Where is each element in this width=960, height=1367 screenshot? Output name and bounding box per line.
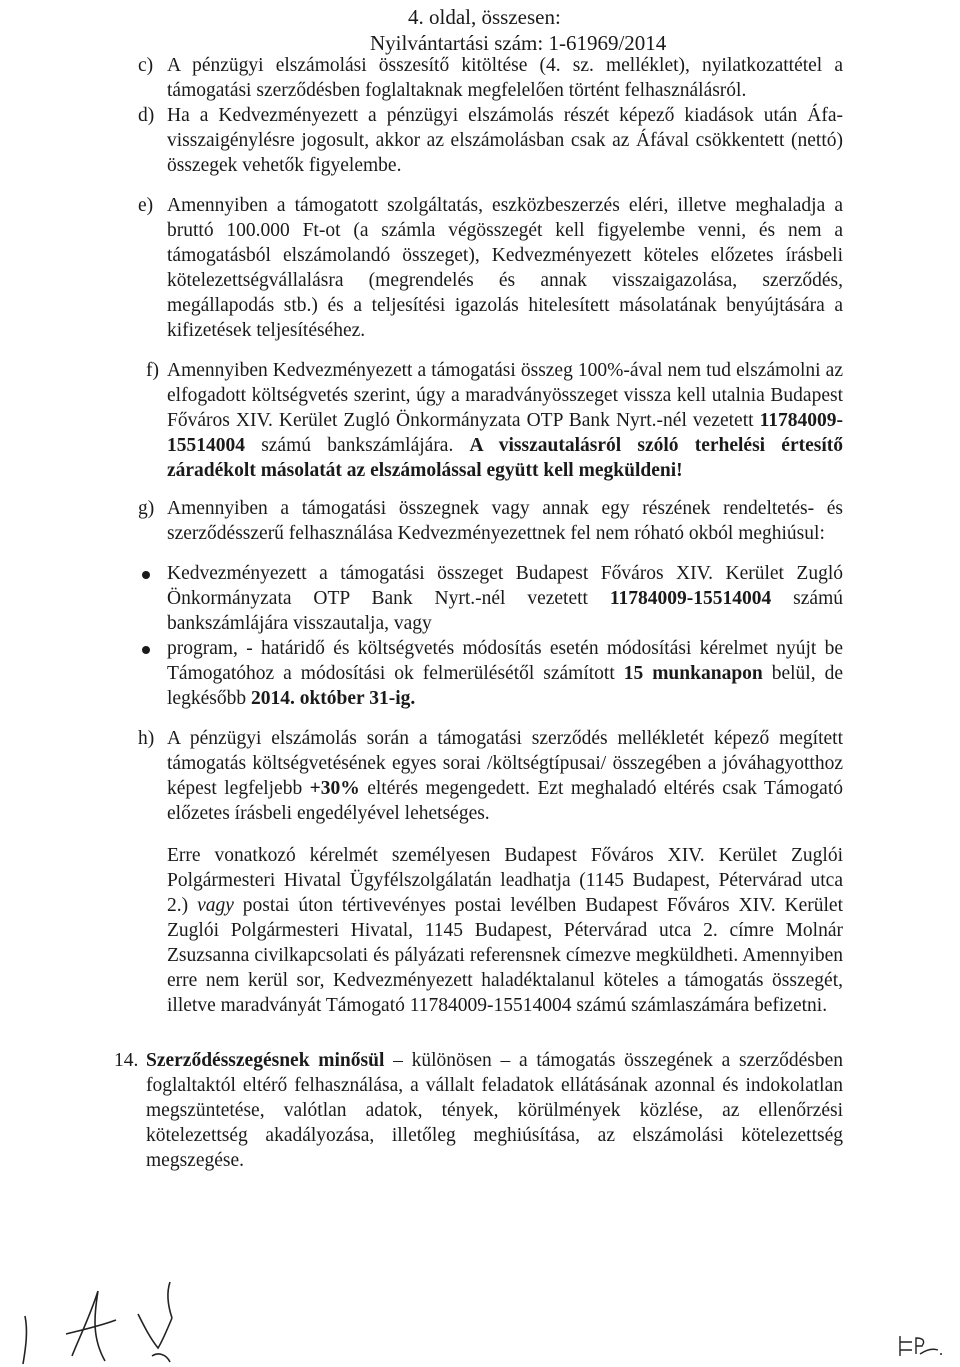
- section-14-marker: 14.: [114, 1050, 139, 1071]
- page-number: 4. oldal, összesen:: [408, 5, 561, 29]
- section-14-text: Szerződésszegésnek minősül – különösen – a támogatás összegének a szerződésben foglaltaktól eltérő felhasználása, a vállalt feladatok ellátásának azonnal és indokolatlan megszüntetése, valótlan adatok, tények, körülmények közlése, az ellenőrzési kötelezettség akadályozása, illetőleg meghiúsítása, az elszámolási kötelezettség megszegése.: [146, 1050, 843, 1171]
- item-e-text: Amennyiben a támogatott szolgáltatás, eszközbeszerzés eléri, illetve meghaladja a bruttó 100.000 Ft-ot (a számla végösszegét kell figyelembe venni, és nem a támogatásból elszámolandó összeget), Kedvezményezett köteles előzetes írásbeli kötelezettségvállalásra (megrendelés és annak visszaigazolása, szerződés, megállapodás stb.) és a teljesítési igazolás hitelesített másolatának benyújtására a kifizetések teljesítéséhez.: [167, 195, 843, 341]
- notice-bold: A visszautalásról szóló terhelési értesítő záradékolt másolatát az elszámolással együtt kell megküldeni!: [167, 435, 843, 481]
- signature-image: [20, 1276, 210, 1366]
- item-d-marker: d): [138, 105, 155, 126]
- item-g-marker: g): [138, 498, 155, 519]
- item-f-marker: f): [146, 360, 159, 381]
- item-c-marker: c): [138, 55, 154, 76]
- item-g-bullet-1: Kedvezményezett a támogatási összeget Budapest Főváros XIV. Kerület Zugló Önkormányzata OTP Bank Nyrt.-nél vezetett 11784009-15514004 számú bankszámlájára visszautalja, vagy: [167, 563, 843, 634]
- registry-number: Nyilvántartási szám: 1-61969/2014: [370, 31, 667, 55]
- item-d-text: Ha a Kedvezményezett a pénzügyi elszámolás részét képező kiadások után Áfa-visszaigénylésre jogosult, akkor az elszámolásban csak az Áfával csökkentett (nettó) összegek vehetők figyelembe.: [167, 105, 843, 176]
- item-h-marker: h): [138, 728, 155, 749]
- item-c-text: A pénzügyi elszámolási összesítő kitöltése (4. sz. melléklet), nyilatkozattétel a támogatási szerződésben foglaltaknak megfelelően történt felhasználásról.: [167, 55, 843, 101]
- item-f-text: Amennyiben Kedvezményezett a támogatási összeg 100%-ával nem tud elszámolni az elfogadott költségvetés szerint, úgy a maradványösszeget vissza kell utalnia Budapest Főváros XIV. Kerület Zugló Önkormányzata OTP Bank Nyrt.-nél vezetett 11784009-15514004 számú bankszámlájára. A visszautalásról szóló terhelési értesítő záradékolt másolatát az elszámolással együtt kell megküldeni!: [167, 360, 843, 481]
- item-g-text: Amennyiben a támogatási összegnek vagy annak egy részének rendeltetés- és szerződésszerű felhasználása Kedvezményezettnek fel nem róható okból meghiúsul:: [167, 498, 843, 544]
- initials-image: [896, 1330, 946, 1360]
- item-e-marker: e): [138, 195, 154, 216]
- item-g-bullet-2: program, - határidő és költségvetés módosítás esetén módosítási kérelmet nyújt be Támogatóhoz a módosítási ok felmerülésétől számított 15 munkanapon belül, de legkésőbb 2014. október 31-ig.: [167, 638, 843, 709]
- item-h-text: A pénzügyi elszámolás során a támogatási szerződés mellékletét képező megített támogatás költségvetésének egyes sorai /költségtípusai/ összegében a jóváhagyotthoz képest legfeljebb +30% eltérés megengedett. Ezt meghaladó eltérés csak Támogató előzetes írásbeli engedélyével lehetséges.: [167, 728, 843, 824]
- bullet-2: [142, 646, 150, 654]
- item-h-paragraph-2: Erre vonatkozó kérelmét személyesen Budapest Főváros XIV. Kerület Zuglói Polgármesteri Hivatal Ügyfélszolgálatán leadhatja (1145 Budapest, Pétervárad utca 2.) vagy postai úton tértivevényes postai levélben Budapest Főváros XIV. Kerület Zuglói Polgármesteri Hivatal, 1145 Budapest, Pétervárad utca 2. címre Molnár Zsuzsanna civilkapcsolati és pályázati referensnek címezve megküldheti. Amennyiben erre nem kerül sor, Kedvezményezett haladéktalanul köteles a támogatás összegét, illetve maradványát Támogató 11784009-15514004 számú számlaszámára befizetni.: [167, 845, 843, 1016]
- account-number: 11784009-15514004: [167, 410, 843, 456]
- bullet-1: [142, 571, 150, 579]
